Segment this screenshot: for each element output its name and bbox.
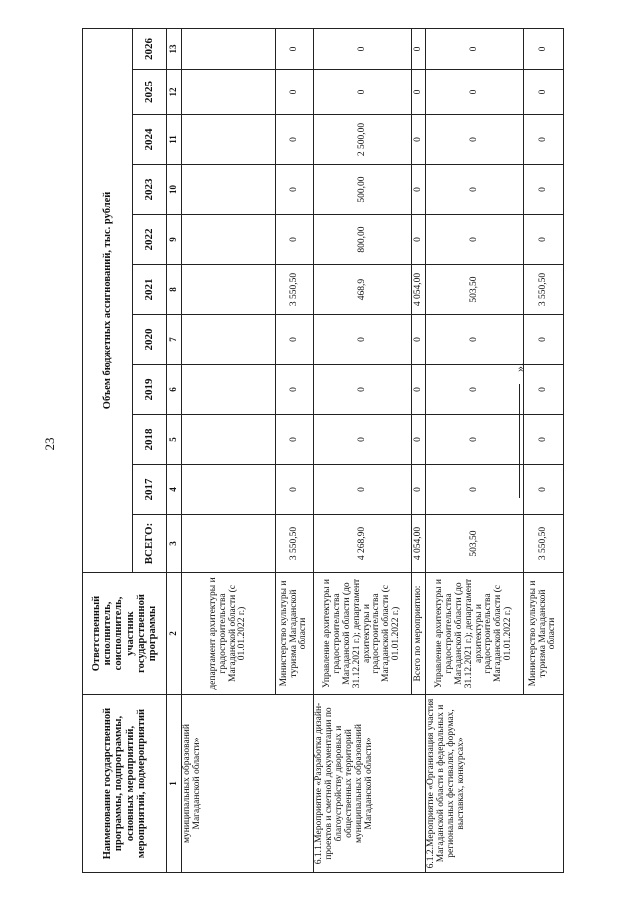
row-executor-cell: департамент архитектуры и градостроительства Магаданской области (с 01.01.2022 г.) (182, 573, 276, 695)
value-cell: 0 (524, 465, 564, 515)
table-row (182, 28, 276, 872)
value-cell: 3 550,50 (524, 515, 564, 573)
page-number: 23 (42, 437, 57, 451)
value-cell: 0 (276, 465, 314, 515)
header-year-2024: 2024 (133, 115, 167, 165)
value-cell: 0 (524, 315, 564, 365)
value-cell: 0 (276, 115, 314, 165)
value-cell: 0 (276, 315, 314, 365)
header-year-2021: 2021 (133, 265, 167, 315)
value-cell: 0 (276, 165, 314, 215)
value-cell: 0 (426, 28, 524, 69)
value-cell: 0 (314, 70, 412, 115)
header-year-2022: 2022 (133, 215, 167, 265)
value-cell: 0 (426, 115, 524, 165)
col-number: 4 (167, 465, 182, 515)
value-cell: 0 (276, 70, 314, 115)
header-year-2019: 2019 (133, 365, 167, 415)
value-cell: 0 (426, 415, 524, 465)
closing-quote: ». (512, 363, 527, 372)
value-cell: 0 (412, 465, 426, 515)
header-year-2018: 2018 (133, 415, 167, 465)
value-cell: 0 (524, 115, 564, 165)
header-year-2025: 2025 (133, 70, 167, 115)
value-cell: 0 (426, 315, 524, 365)
value-cell: 3 550,50 (524, 265, 564, 315)
col-number: 1 (167, 695, 182, 873)
value-cell: 0 (276, 28, 314, 69)
value-cell: 468,9 (314, 265, 412, 315)
value-cell (182, 265, 276, 315)
col-number: 11 (167, 115, 182, 165)
col-number: 7 (167, 315, 182, 365)
table-row (314, 28, 412, 872)
value-cell: 0 (314, 28, 412, 69)
header-budget-group: Объем бюджетных ассигнований, тыс. рублей (83, 28, 133, 572)
value-cell: 0 (314, 465, 412, 515)
col-number: 10 (167, 165, 182, 215)
budget-table-container (82, 29, 558, 873)
value-cell: 0 (426, 215, 524, 265)
col-number: 2 (167, 573, 182, 695)
row-executor-cell: Министерство культуры и туризма Магаданской области (524, 573, 564, 695)
value-cell: 0 (412, 315, 426, 365)
value-cell: 0 (426, 365, 524, 415)
row-executor-cell: Управление архитектуры и градостроительства Магаданской области (до 31.12.2021 г.); департамент архитектуры и градостроительства Магаданской области (с 01.01.2022 г.) (314, 573, 412, 695)
value-cell: 0 (524, 70, 564, 115)
col-number: 8 (167, 265, 182, 315)
value-cell: 0 (524, 215, 564, 265)
value-cell: 0 (524, 28, 564, 69)
value-cell: 4 054,00 (412, 265, 426, 315)
value-cell (182, 28, 276, 69)
value-cell (182, 465, 276, 515)
header-name: Наименование государственной программы, подпрограммы, основных мероприятий, мероприятий, подмероприятий (83, 695, 167, 873)
value-cell: 500,00 (314, 165, 412, 215)
value-cell (182, 315, 276, 365)
table-row (426, 28, 524, 872)
value-cell (182, 415, 276, 465)
value-cell: 0 (412, 165, 426, 215)
col-number: 5 (167, 415, 182, 465)
row-name-cell: 6.1.1.Мероприятие «Разработка дизайн-проектов и сметной документации по благоустройству дворовых и общественных территорий муниципальных образований Магаданской области» (314, 695, 426, 873)
value-cell (182, 70, 276, 115)
value-cell: 0 (412, 215, 426, 265)
closing-line (519, 384, 520, 498)
row-executor-cell: Управление архитектуры и градостроительства Магаданской области (до 31.12.2021 г.); департамент архитектуры и градостроительства Магаданской области (с 01.01.2022 г.) (426, 573, 524, 695)
value-cell: 0 (524, 365, 564, 415)
column-number-row (167, 28, 182, 872)
col-number: 9 (167, 215, 182, 265)
col-number: 12 (167, 70, 182, 115)
value-cell: 0 (426, 165, 524, 215)
value-cell: 0 (412, 28, 426, 69)
value-cell: 0 (412, 415, 426, 465)
value-cell (182, 115, 276, 165)
header-year-2017: 2017 (133, 465, 167, 515)
value-cell: 0 (314, 315, 412, 365)
header-year-2026: 2026 (133, 28, 167, 69)
value-cell: 3 550,50 (276, 515, 314, 573)
value-cell: 0 (276, 415, 314, 465)
value-cell: 0 (314, 415, 412, 465)
value-cell: 0 (276, 215, 314, 265)
value-cell: 4 054,00 (412, 515, 426, 573)
value-cell: 0 (426, 465, 524, 515)
header-executor: Ответственный исполнитель, соисполнитель, участник государственной программы (83, 573, 167, 695)
value-cell: 0 (314, 365, 412, 415)
col-number: 3 (167, 515, 182, 573)
value-cell (182, 215, 276, 265)
value-cell: 0 (426, 70, 524, 115)
value-cell: 503,50 (426, 515, 524, 573)
value-cell: 503,50 (426, 265, 524, 315)
value-cell: 0 (524, 415, 564, 465)
value-cell: 0 (412, 115, 426, 165)
value-cell: 3 550,50 (276, 265, 314, 315)
value-cell: 0 (412, 70, 426, 115)
col-number: 6 (167, 365, 182, 415)
closing-mark (512, 360, 528, 510)
value-cell: 0 (276, 365, 314, 415)
header-year-2020: 2020 (133, 315, 167, 365)
value-cell: 800,00 (314, 215, 412, 265)
budget-table (82, 28, 564, 873)
row-executor-cell: Всего по мероприятию: (412, 573, 426, 695)
value-cell (182, 165, 276, 215)
header-total: ВСЕГО: (133, 515, 167, 573)
value-cell: 0 (524, 165, 564, 215)
col-number: 13 (167, 28, 182, 69)
value-cell (182, 515, 276, 573)
value-cell (182, 365, 276, 415)
value-cell: 0 (412, 365, 426, 415)
value-cell: 2 500,00 (314, 115, 412, 165)
header-year-2023: 2023 (133, 165, 167, 215)
row-name-cell: 6.1.2.Мероприятие «Организация участия Магаданской области в федеральных и региональных фестивалях, форумах, выставках, конкурсах» (426, 695, 564, 873)
rotated-sheet (82, 29, 558, 873)
value-cell: 4 268,90 (314, 515, 412, 573)
row-name-cell: муниципальных образований Магаданской области» (182, 695, 314, 873)
row-executor-cell: Министерство культуры и туризма Магаданской области (276, 573, 314, 695)
